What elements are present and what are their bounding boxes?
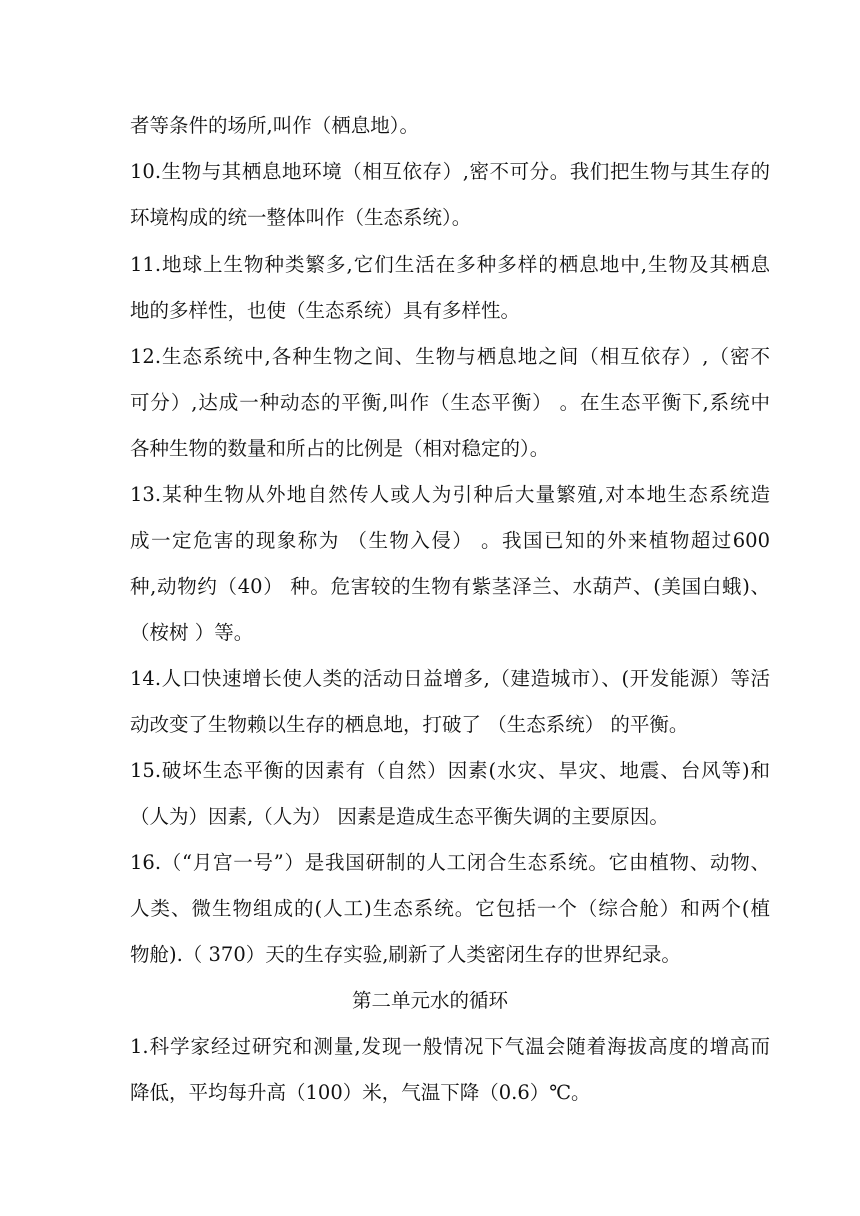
item-16-line-2: 人类、微生物组成的(人工)生态系统。它包括一个（综合舱）和两个(植 (130, 897, 770, 920)
item-12-line-2: 可分）,达成一种动态的平衡,叫作（生态平衡） 。在生态平衡下,系统中 (130, 391, 770, 414)
item-16-line-3: 物舱).（ 370）天的生存实验,刷新了人类密闭生存的世界纪录。 (130, 943, 681, 966)
item-12-line-1: 12.生态系统中,各种生物之间、生物与栖息地之间（相互依存）,（密不 (130, 345, 770, 368)
item-13-line-1: 13.某种生物从外地自然传人或人为引种后大量繁殖,对本地生态系统造 (130, 483, 770, 506)
item-16-line-1: 16.（“月宫一号”）是我国研制的人工闭合生态系统。它由植物、动物、 (130, 851, 770, 874)
section-heading-unit-2: 第二单元水的循环 (351, 989, 508, 1012)
item-11-line-1: 11.地球上生物种类繁多,它们生活在多种多样的栖息地中,生物及其栖息 (130, 253, 770, 276)
unit2-item-1-line-1: 1.科学家经过研究和测量,发现一般情况下气温会随着海拔高度的增高而 (130, 1035, 770, 1058)
item-14-line-2: 动改变了生物赖以生存的栖息地，打破了 （生态系统） 的平衡。 (130, 713, 689, 736)
item-14-line-1: 14.人口快速增长使人类的活动日益增多,（建造城市）、(开发能源）等活 (130, 667, 770, 690)
item-13-line-4: （桉树 ）等。 (130, 621, 254, 644)
unit2-item-1-line-2: 降低，平均每升高（100）米，气温下降（0.6）℃。 (130, 1081, 591, 1104)
item-15-line-1: 15.破坏生态平衡的因素有（自然）因素(水灾、旱灾、地震、台风等)和 (130, 759, 770, 782)
item-13-line-2: 成一定危害的现象称为 （生物入侵） 。我国已知的外来植物超过600 (130, 529, 770, 552)
item-11-line-2: 地的多样性，也使（生态系统）具有多样性。 (130, 299, 521, 322)
item-10-line-2: 环境构成的统一整体叫作（生态系统）。 (130, 206, 472, 229)
item-15-line-2: （人为）因素,（人为） 因素是造成生态平衡失调的主要原因。 (130, 805, 669, 828)
text-line-habitat-definition-end: 者等条件的场所,叫作（栖息地）。 (130, 114, 419, 137)
item-12-line-3: 各种生物的数量和所占的比例是（相对稳定的）。 (130, 437, 550, 460)
item-13-line-3: 种,动物约（40） 种。危害较的生物有紫茎泽兰、水葫芦、(美国白蛾)、 (130, 575, 770, 598)
item-10-line-1: 10.生物与其栖息地环境（相互依存）,密不可分。我们把生物与其生存的 (130, 160, 770, 183)
